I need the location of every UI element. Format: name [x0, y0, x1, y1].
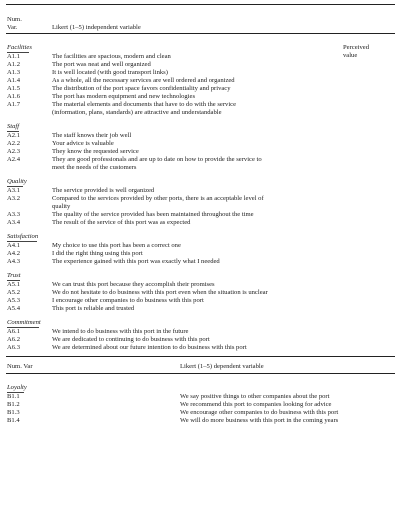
item-text: We intend to do business with this port in the future [52, 328, 189, 335]
item-code: A5.1 [7, 281, 21, 288]
section-title-commitment: Commitment [7, 319, 41, 326]
item-text: We do not hesitate to do business with this port even when the situation is unclear [52, 289, 268, 296]
item-text: Your advice is valuable [52, 140, 114, 147]
item-code: A6.1 [7, 328, 21, 335]
item-code: A2.1 [7, 132, 21, 139]
item-text: I encourage other companies to do business with this port [52, 297, 204, 304]
item-text: We recommend this port to companies looking for advice [180, 401, 332, 408]
item-text: We say positive things to other companies about the port [180, 393, 330, 400]
section-title-satisfaction: Satisfaction [7, 233, 39, 240]
item-text: We will do more business with this port in the coming years [180, 417, 339, 424]
item-code: A4.2 [7, 250, 21, 257]
item-text: The experience gained with this port was exactly what I needed [52, 258, 220, 265]
item-code: A2.2 [7, 140, 21, 147]
item-text: It is well located (with good transport links) [52, 69, 168, 76]
item-text-continued: quality [52, 203, 71, 210]
item-code: A3.2 [7, 195, 21, 202]
item-text: I did the right thing using this port [52, 250, 143, 257]
top-rule [6, 4, 395, 5]
item-code: B1.3 [7, 409, 20, 416]
section-title-quality: Quality [7, 178, 27, 185]
item-text: We can trust this port because they accomplish their promises [52, 281, 215, 288]
item-code: A1.3 [7, 69, 21, 76]
item-text: They know the requested service [52, 148, 139, 155]
item-text: The staff knows their job well [52, 132, 132, 139]
item-code: A3.1 [7, 187, 21, 194]
header-num: Num. [7, 16, 22, 23]
item-text: Compared to the services provided by other ports, there is an acceptable level of [52, 195, 264, 202]
item-text: We encourage other companies to do business with this port [180, 409, 339, 416]
perceived-value-label-2: value [343, 52, 358, 59]
dependent-header-rule [6, 373, 395, 374]
item-code: A3.3 [7, 211, 21, 218]
item-code: B1.1 [7, 393, 20, 400]
section-title-facilities: Facilities [7, 44, 32, 51]
item-code: B1.4 [7, 417, 20, 424]
item-code: A1.7 [7, 101, 21, 108]
section-divider-rule [6, 356, 395, 357]
item-code: A1.2 [7, 61, 21, 68]
item-text: The port was neat and well organized [52, 61, 151, 68]
item-code: A2.4 [7, 156, 21, 163]
item-text: The material elements and documents that have to do with the service [52, 101, 237, 108]
item-code: A4.3 [7, 258, 21, 265]
section-title-loyalty: Loyalty [7, 384, 27, 391]
item-text: The result of the service of this port was as expected [52, 219, 191, 226]
item-code: A3.4 [7, 219, 21, 226]
item-text: This port is reliable and trusted [52, 305, 135, 312]
header-rule [6, 33, 395, 34]
item-code: A6.2 [7, 336, 21, 343]
item-code: A6.3 [7, 344, 21, 351]
item-text: The distribution of the port space favors confidentiality and privacy [52, 85, 231, 92]
item-code: A1.5 [7, 85, 21, 92]
section-title-trust: Trust [7, 272, 21, 279]
header-independent-title: Likert (1–5) independent variable [52, 24, 141, 31]
item-code: A2.3 [7, 148, 21, 155]
item-text: My choice to use this port has been a correct one [52, 242, 181, 249]
item-text: They are good professionals and are up to date on how to provide the service to [52, 156, 262, 163]
item-code: A4.1 [7, 242, 21, 249]
item-text-continued: (information, plans, standards) are attractive and understandable [52, 109, 222, 116]
section-title-staff: Staff [7, 123, 20, 130]
item-text: The port has modern equipment and new technologies [52, 93, 196, 100]
item-code: A1.1 [7, 53, 21, 60]
perceived-value-label-1: Perceived [343, 44, 369, 51]
item-text-continued: meet the needs of the customers [52, 164, 137, 171]
item-text: We are dedicated to continuing to do business with this port [52, 336, 210, 343]
header-var: Var. [7, 24, 18, 31]
item-text: The facilities are spacious, modern and clean [52, 53, 171, 60]
item-code: A5.2 [7, 289, 21, 296]
item-code: A5.3 [7, 297, 21, 304]
item-text: The service provided is well organized [52, 187, 155, 194]
dependent-header-num-var: Num. Var [7, 363, 33, 370]
item-text: The quality of the service provided has been maintained throughout the time [52, 211, 254, 218]
item-text: As a whole, all the necessary services are well ordered and organized [52, 77, 235, 84]
item-code: B1.2 [7, 401, 20, 408]
item-text: We are determined about our future intention to do business with this port [52, 344, 247, 351]
dependent-header-title: Likert (1–5) dependent variable [180, 363, 264, 370]
item-code: A1.4 [7, 77, 21, 84]
item-code: A5.4 [7, 305, 21, 312]
item-code: A1.6 [7, 93, 21, 100]
